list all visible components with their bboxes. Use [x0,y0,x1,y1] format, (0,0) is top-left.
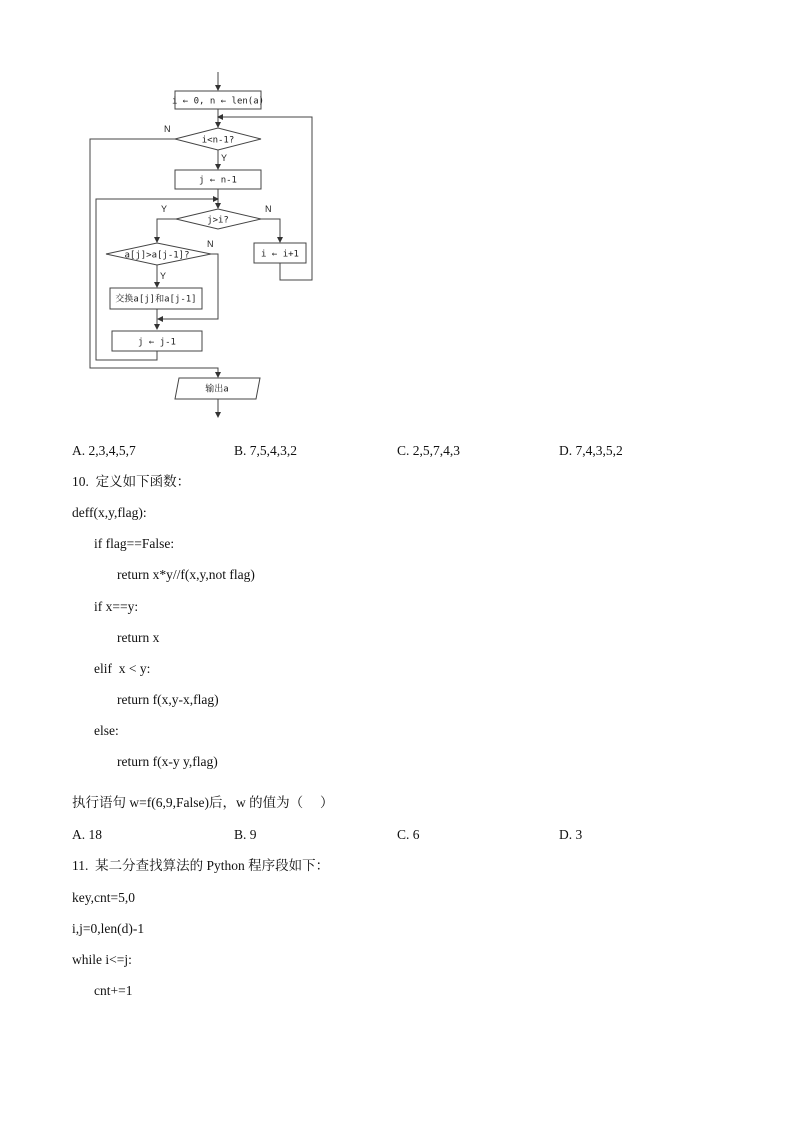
code-line: return f(x-y y,flag) [117,754,218,769]
code-line: key,cnt=5,0 [72,890,135,905]
code-line: cnt+=1 [94,983,133,998]
option-text: 3 [575,827,583,842]
outer-no-label: N [164,124,171,134]
q10-option-d[interactable] [559,827,582,843]
q10-option-a[interactable] [72,827,102,843]
option-letter: B. [234,827,247,842]
option-text: 2,5,7,4,3 [412,443,461,458]
q11-title: 11. 某二分查找算法的 Python 程序段如下： [72,858,330,873]
code-line: if flag==False: [94,536,175,551]
option-letter: A. [72,443,86,458]
option-letter: B. [234,443,247,458]
option-letter: D. [559,443,573,458]
outer-condition-label: i<n-1? [201,135,235,146]
swap-label: 交换a[j]和a[j-1] [115,294,197,305]
code-line: while i<=j: [72,952,132,967]
code-line: else: [94,723,119,738]
inner-condition-label: j>i? [207,215,229,226]
option-letter: D. [559,827,573,842]
q9-option-b[interactable] [234,443,297,459]
option-text: 18 [88,827,102,842]
dec-j-label: j ← j-1 [138,337,176,348]
option-text: 6 [412,827,420,842]
code-line: return x*y//f(x,y,not flag) [117,567,255,582]
code-line: elif x < y: [94,661,151,676]
code-line: return f(x,y-x,flag) [117,692,219,707]
compare-label: a[j]>a[j-1]? [124,250,190,261]
q9-option-d[interactable] [559,443,623,459]
code-line: if x==y: [94,599,139,614]
q10-title: 10. 定义如下函数： [72,474,191,489]
q9-option-c[interactable] [397,443,460,459]
assign-j-label: j ← n-1 [199,175,237,186]
q9-option-a[interactable] [72,443,136,459]
code-line: i,j=0,len(d)-1 [72,921,145,936]
option-text: 2,3,4,5,7 [88,443,136,458]
q10-option-b[interactable] [234,827,257,843]
code-line: return x [117,630,160,645]
q10-question: 执行语句 w=f(6,9,False)后，w 的值为（ ） [72,795,334,810]
output-label: 输出a [205,384,229,395]
option-text: 7,5,4,3,2 [249,443,298,458]
outer-yes-label: Y [221,153,228,163]
option-letter: A. [72,827,86,842]
option-letter: C. [397,827,410,842]
inner-yes-label: Y [161,204,168,214]
compare-no-label: N [207,239,214,249]
compare-yes-label: Y [160,271,167,281]
inc-i-label: i ← i+1 [261,249,299,260]
option-letter: C. [397,443,410,458]
option-text: 9 [249,827,257,842]
code-line: deff(x,y,flag): [72,505,147,520]
q10-option-c[interactable] [397,827,420,843]
bubble-sort-flowchart [0,0,794,430]
init-label: i ← 0, n ← len(a) [171,96,265,107]
inner-no-label: N [265,204,272,214]
option-text: 7,4,3,5,2 [575,443,623,458]
